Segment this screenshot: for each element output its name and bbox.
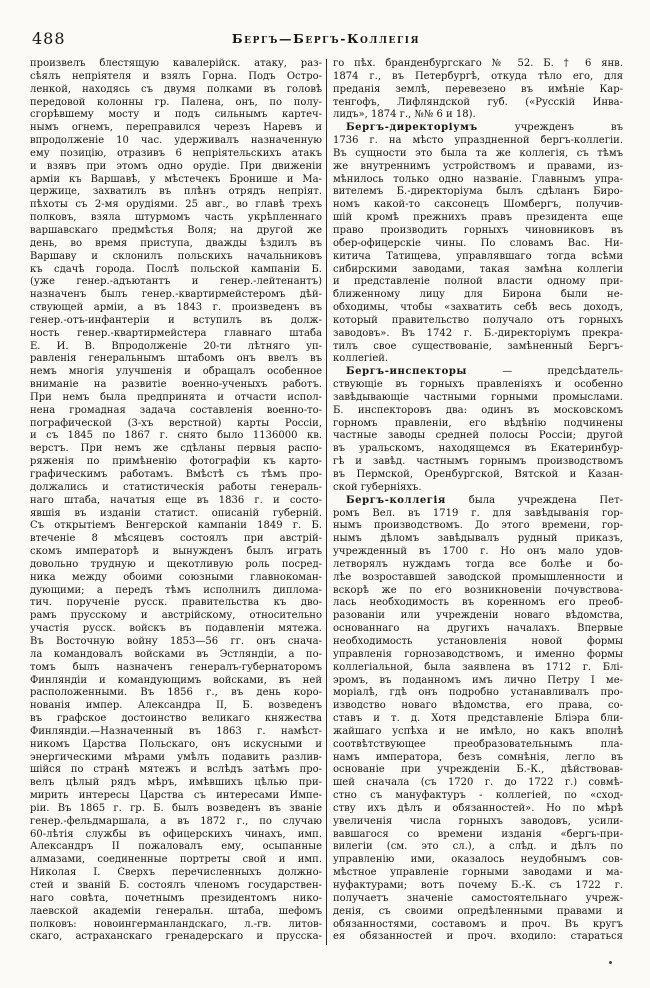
text-line: намъ императора, безъ сомнѣнія, легло въ [333,751,623,763]
text-line: алмазами, соединенные портреты свой и имп. [30,854,322,866]
text-line: завѣдывающіе частными горными промыслами. [333,391,623,403]
text-line: сѣялъ непріятеля и взялъ Горна. Подъ Остро- [30,70,322,82]
text-line: заводовъ». Въ 1742 г. Б.-директоріумъ прекра- [333,327,623,339]
text-line: Варшаву и склонилъ польскихъ начальниковъ [30,250,322,262]
text-line: преданія землѣ, перевезено въ имѣніе Кар- [333,83,623,95]
text-line: летворялъ нуждамъ тогда все болѣе и бо- [333,558,623,570]
text-line: нымъ производствомъ. До этого времени, гор- [333,520,623,532]
text-line: ему позицію, отразивъ 6 непріятельскихъ атакъ [30,147,322,159]
text-line: генер.-отъ-инфантеріи и вступилъ въ долж- [30,314,322,326]
text-line: пѣхоты съ 2-мя орудіями. 25 авг., во главѣ трехъ [30,199,322,211]
text-line: наго штаба, начатыя еще въ 1836 г. и состо- [30,494,322,506]
text-line: произвелъ блестящую кавалерійск. атаку, раз- [30,58,322,69]
text-line: Николая I. Сверхъ перечисленныхъ должно- [30,867,322,879]
text-line: 60-лѣтія службы въ офицерскихъ чинахъ, имп. [30,828,322,840]
text-line: генер.-фельдмаршала, а въ 1872 г., по случаю [30,815,322,827]
text-line: денія, съ своими опредѣленными правами и [333,905,623,917]
text-line: моріалѣ, гдѣ онъ подробно устанавливалъ про- [333,687,623,699]
text-line: день, во время приступа, дважды ѣздилъ въ [30,237,322,249]
text-line: назначенъ былъ генер.-квартирмейстеромъ дѣй- [30,289,322,301]
text-line: вавшагося со времени изданія «бергъ-при- [333,828,623,840]
text-line: шей сначала (съ 1720 г. до 1722 г.) совмѣ- [333,777,623,789]
text-line: и взявъ при этомъ одно орудіе. При движеніи [30,160,322,172]
text-line [333,122,623,135]
text-line: впродолженіе 10 час. удерживалъ назначенную [30,135,322,147]
text-line: въ уральскомъ, находящемся въ Екатеринбур- [333,443,623,455]
text-line: номъ какой-то саксонецъ Шомбергъ, получив- [333,199,623,211]
text-line: 1874 г., въ Петербургѣ, откуда тѣло его, для [333,70,623,82]
text-line: вителемъ Б.-директоріума былъ сдѣланъ Биро- [333,186,623,198]
text-line: лаевской академіи генеральн. штаба, шефомъ [30,905,322,917]
text-line: полковъ, взяла штурмомъ часть укрѣпленнаго [30,212,322,224]
text-line: го пѣх. бранденбургскаго № 52. Б. † 6 янв. [333,58,623,69]
text-line: ряженія по примѣненію фотографіи къ карто- [30,456,322,468]
text-line: горномъ правленіи, его вѣдѣнію подчинены [333,417,623,429]
text-line: лѣе возроставшей заводской промышленности и [333,571,623,583]
text-line: передовой колонны гр. Палена, онъ, по полу- [30,96,322,108]
page-number: 488 [32,29,66,48]
column-divider [326,59,327,945]
text-line: верстъ. При немъ же сдѣланы первыя распо- [30,443,322,455]
text-line: обер-офицерскіе чины. По словамъ Вас. Ни- [333,237,623,249]
text-line: Б. инспекторовъ два: одинъ въ московскомъ [333,404,623,416]
text-column-right [333,58,623,944]
text-line: равленія генеральнымъ штабомъ онъ ввелъ въ [30,353,322,365]
text-line: никомъ Царства Польскаго, онъ искусными и [30,738,322,750]
text-line [333,366,623,379]
text-line: Въ Восточную войну 1853—56 гг. онъ снача- [30,635,322,647]
text-line: скаго, астраханскаго гренадерскаго и прусска- [30,931,322,943]
text-line: получаетъ значеніе самостоятельнаго учреж- [333,892,623,904]
text-line: Александръ II пожаловалъ ему, осыпанные [30,841,322,853]
text-line: наго совѣта, почетнымъ президентомъ нико- [30,892,322,904]
text-line: стей и званій Б. состоялъ членомъ государствен- [30,880,322,891]
page-header [30,29,622,51]
text-line: расположенными. Въ 1856 г., въ день коро- [30,687,322,699]
text-line: право производить горныхъ чиновниковъ въ [333,224,623,236]
text-line: и съ 1845 по 1867 г. снято было 1136000 кв. [30,430,322,442]
text-line: же внутреннимъ устройствомъ и правами, из- [333,160,623,172]
text-line: эромъ, въ поданномъ имъ лично Петру I ме- [333,674,623,686]
text-line: основаннаго на другихъ началахъ. Впервые [333,623,623,635]
text-line: тилъ свое существованіе, замѣненный Бергъ- [333,340,623,352]
text-line: лась необходимость въ коренномъ его преоб- [333,597,623,609]
text-line: основаніе при учрежденіи Б.-К., дѣйствовав- [333,764,623,776]
text-segment: ской губерніяхъ. [333,481,422,493]
text-line: Въ сущности это была та же коллегія, съ тѣмъ [333,147,623,159]
text-line: стно съ мануфактуръ - коллегіей, по «сход- [333,790,623,802]
text-line: сгорѣвшему мосту и подъ сильнымъ картеч- [30,109,322,121]
text-segment: была учреждена Пет- [445,494,623,506]
text-line: нымъ огнемъ, переправился черезъ Наревъ и [30,122,322,134]
text-line: ромъ Вел. въ 1719 г. для завѣдыванія гор- [333,507,623,519]
text-line: должались и статистическія работы генераль- [30,481,322,493]
text-segment: коллегіей. [333,353,389,365]
entry-headword: Бергъ-директоріумъ [346,122,478,134]
text-line: учрежденный въ 1700 г. Но онъ мало удов- [333,546,623,558]
text-line [333,482,623,495]
text-line: необходимость установленія новой формы [333,635,623,647]
entry-headword: Бергъ-коллегія [346,494,446,506]
text-line: рамъ прусскому и австрійскому, относительно [30,610,322,622]
text-segment: учрежденъ въ [477,122,623,134]
text-line: довольно трудную и щекотливую роль посред- [30,558,322,570]
text-line: явшія въ изданіи статист. описаній губерній. [30,507,322,519]
running-title: Бергъ—Бергъ-Коллегія [231,31,421,46]
text-line: который правительство получало отъ горныхъ [333,314,623,326]
text-line: въ графское достоинство великаго княжества [30,713,322,725]
text-line: жайшаго успѣха и не имѣло, но какъ вполнѣ [333,725,623,737]
text-line: шійся по странѣ мятежъ и вслѣдъ затѣмъ про- [30,764,322,776]
text-line: китича Татищева, управлявшаго тогда всѣми [333,250,623,262]
text-line: мѣстное управленіе горными заводами и ма- [333,867,623,879]
text-line: При немъ была предпринята и отчасти испол- [30,391,322,403]
text-line: ствующіе въ горныхъ правленіяхъ и особенно [333,379,623,391]
text-line: энергическими мѣрами умѣлъ подавить разлив- [30,751,322,763]
text-line: шій кромѣ прежнихъ правъ президента еще [333,212,623,224]
text-line: ставъ и т. д. Хотя представленіе Бліэра бли- [333,713,623,725]
text-line: мирить интересы Царства съ интересами Импе- [30,790,322,802]
text-line: тенгофъ, Лифляндской губ. («Русскій Инва- [333,96,623,108]
text-segment: лидъ», 1874 г., №№ 6 и 18). [333,109,476,121]
text-line: увеличенія числа горныхъ заводовъ, усили- [333,815,623,827]
text-line: вилегіи (см. это сл.), а слѣд. и дѣлъ по [333,841,623,853]
text-segment: — предсѣдатель- [467,366,623,378]
text-line: въ Пермской, Оренбургской, Вятской и Казан- [333,469,623,480]
text-line: ленкой, находясь съ двумя полками въ головѣ [30,83,322,95]
text-line: обходимы, чтобы «захватить себѣ весь доходъ, [333,302,623,314]
text-line: ближенному лицу для Бирона были не- [333,289,623,301]
text-line: дующими; а передъ тѣмъ исполнилъ диплома- [30,584,322,596]
text-line: 1736 г. на мѣсто упраздненной бергъ-коллегіи. [333,135,623,147]
text-line: управленія горнозаводствомъ, и именно формы [333,648,623,660]
text-line: Финляндіи и командующимъ войсками, въ ней [30,674,322,686]
text-line: соотвѣтствующее преобразовательнымъ пла- [333,738,623,750]
text-line: нуфактурами; вотъ почему Б.-К. съ 1722 г. [333,880,623,891]
text-line: скомъ императорѣ и вынужденъ былъ играть [30,546,322,558]
text-line: томъ былъ назначенъ генералъ-губернаторомъ [30,661,322,673]
text-line: пографической (3-хъ верстной) карты Россіи, [30,417,322,429]
text-column-left [30,58,322,944]
text-line: (уже генер.-адъютантъ и генер.-лейтенантъ) [30,276,322,288]
text-line: графическимъ работамъ. Вмѣстѣ съ тѣмъ про- [30,469,322,480]
text-line: обязанностями, составомъ и проч. Въ кругъ [333,918,623,930]
text-line [333,495,623,508]
text-line: велъ цѣлый рядъ мѣръ, имѣвшихъ цѣлью при- [30,777,322,789]
text-line: частные заводы средней полосы Россіи; другой [333,430,623,442]
text-line: ріи. Въ 1865 г. гр. Б. былъ возведенъ въ званіе [30,802,322,814]
text-line: Съ открытіемъ Венгерской кампаніи 1849 г. Б. [30,520,322,532]
text-line: къ сдачѣ города. Послѣ польской кампаніи Б. [30,263,322,275]
text-line: Е. И. В. Впродолженіе 20-ти лѣтняго уп- [30,340,322,352]
text-line: и представленіе полной власти одному при- [333,276,623,288]
text-line: цержице, захватилъ въ плѣнъ отрядъ непріят. [30,186,322,198]
text-line: нымъ дѣломъ завѣдывалъ рудный приказъ, [333,533,623,545]
print-speck [609,961,612,964]
text-line: ника между обоими союзными главнокоман- [30,571,322,583]
text-line: разованіи или учрежденіи новаго вѣдомства, [333,610,623,622]
text-line: участія русск. войскъ въ подавленіи мятежа. [30,623,322,635]
text-line: вскорѣ же по его возникновеніи почувствова- [333,584,623,596]
entry-headword: Бергъ-инспекторы [346,366,468,378]
text-line: арміи къ Варшавѣ, у мѣстечекъ Бронише и Ма- [30,173,322,185]
text-line: тич. порученіе русск. правительства къ дво- [30,597,322,609]
text-line: управленію ими, оказалось неудобнымъ сов- [333,854,623,866]
text-line: нена громадная задача составленія военно-то- [30,404,322,416]
text-line: полковъ: новоингерманландскаго, л.-гв. литов- [30,918,322,930]
text-line: немъ многія улучшенія и обращалъ особенное [30,366,322,378]
text-line: вниманіе на развитіе военно-ученыхъ работъ. [30,379,322,391]
text-line: Финляндіи.—Назначенный въ 1863 г. намѣст- [30,725,322,737]
text-line: мѣнилось только одно названіе. Главнымъ упра- [333,173,623,185]
text-line: нованія импер. Александра II, Б. возведенъ [30,700,322,712]
text-line: гѣ и завѣд. частнымъ горнымъ производствомъ [333,456,623,468]
text-line: изводство новаго вѣдомства, его права, со- [333,700,623,712]
text-line: ствующей арміи, а въ 1843 г. произведенъ въ [30,302,322,314]
text-line: коллегіальной, была заявлена въ 1712 г. Блі- [333,661,623,673]
text-line [333,353,623,366]
text-line: ла командовалъ войсками въ Эстляндіи, а по- [30,648,322,660]
text-line: варшавскаго предмѣстья Воля; на другой же [30,224,322,236]
text-line: ность генер.-квартирмейстера главнаго штаба [30,327,322,339]
text-line: ству ихъ дѣлъ и обязанностей». Но по мѣрѣ [333,802,623,814]
text-line: втеченіе 8 мѣсяцевъ состоялъ при австрій- [30,533,322,545]
text-line [333,109,623,122]
text-line: ея обязанностей и проч. входило: стараться [333,931,623,943]
text-line: сибирскими заводами, такая замѣна коллегіи [333,263,623,275]
